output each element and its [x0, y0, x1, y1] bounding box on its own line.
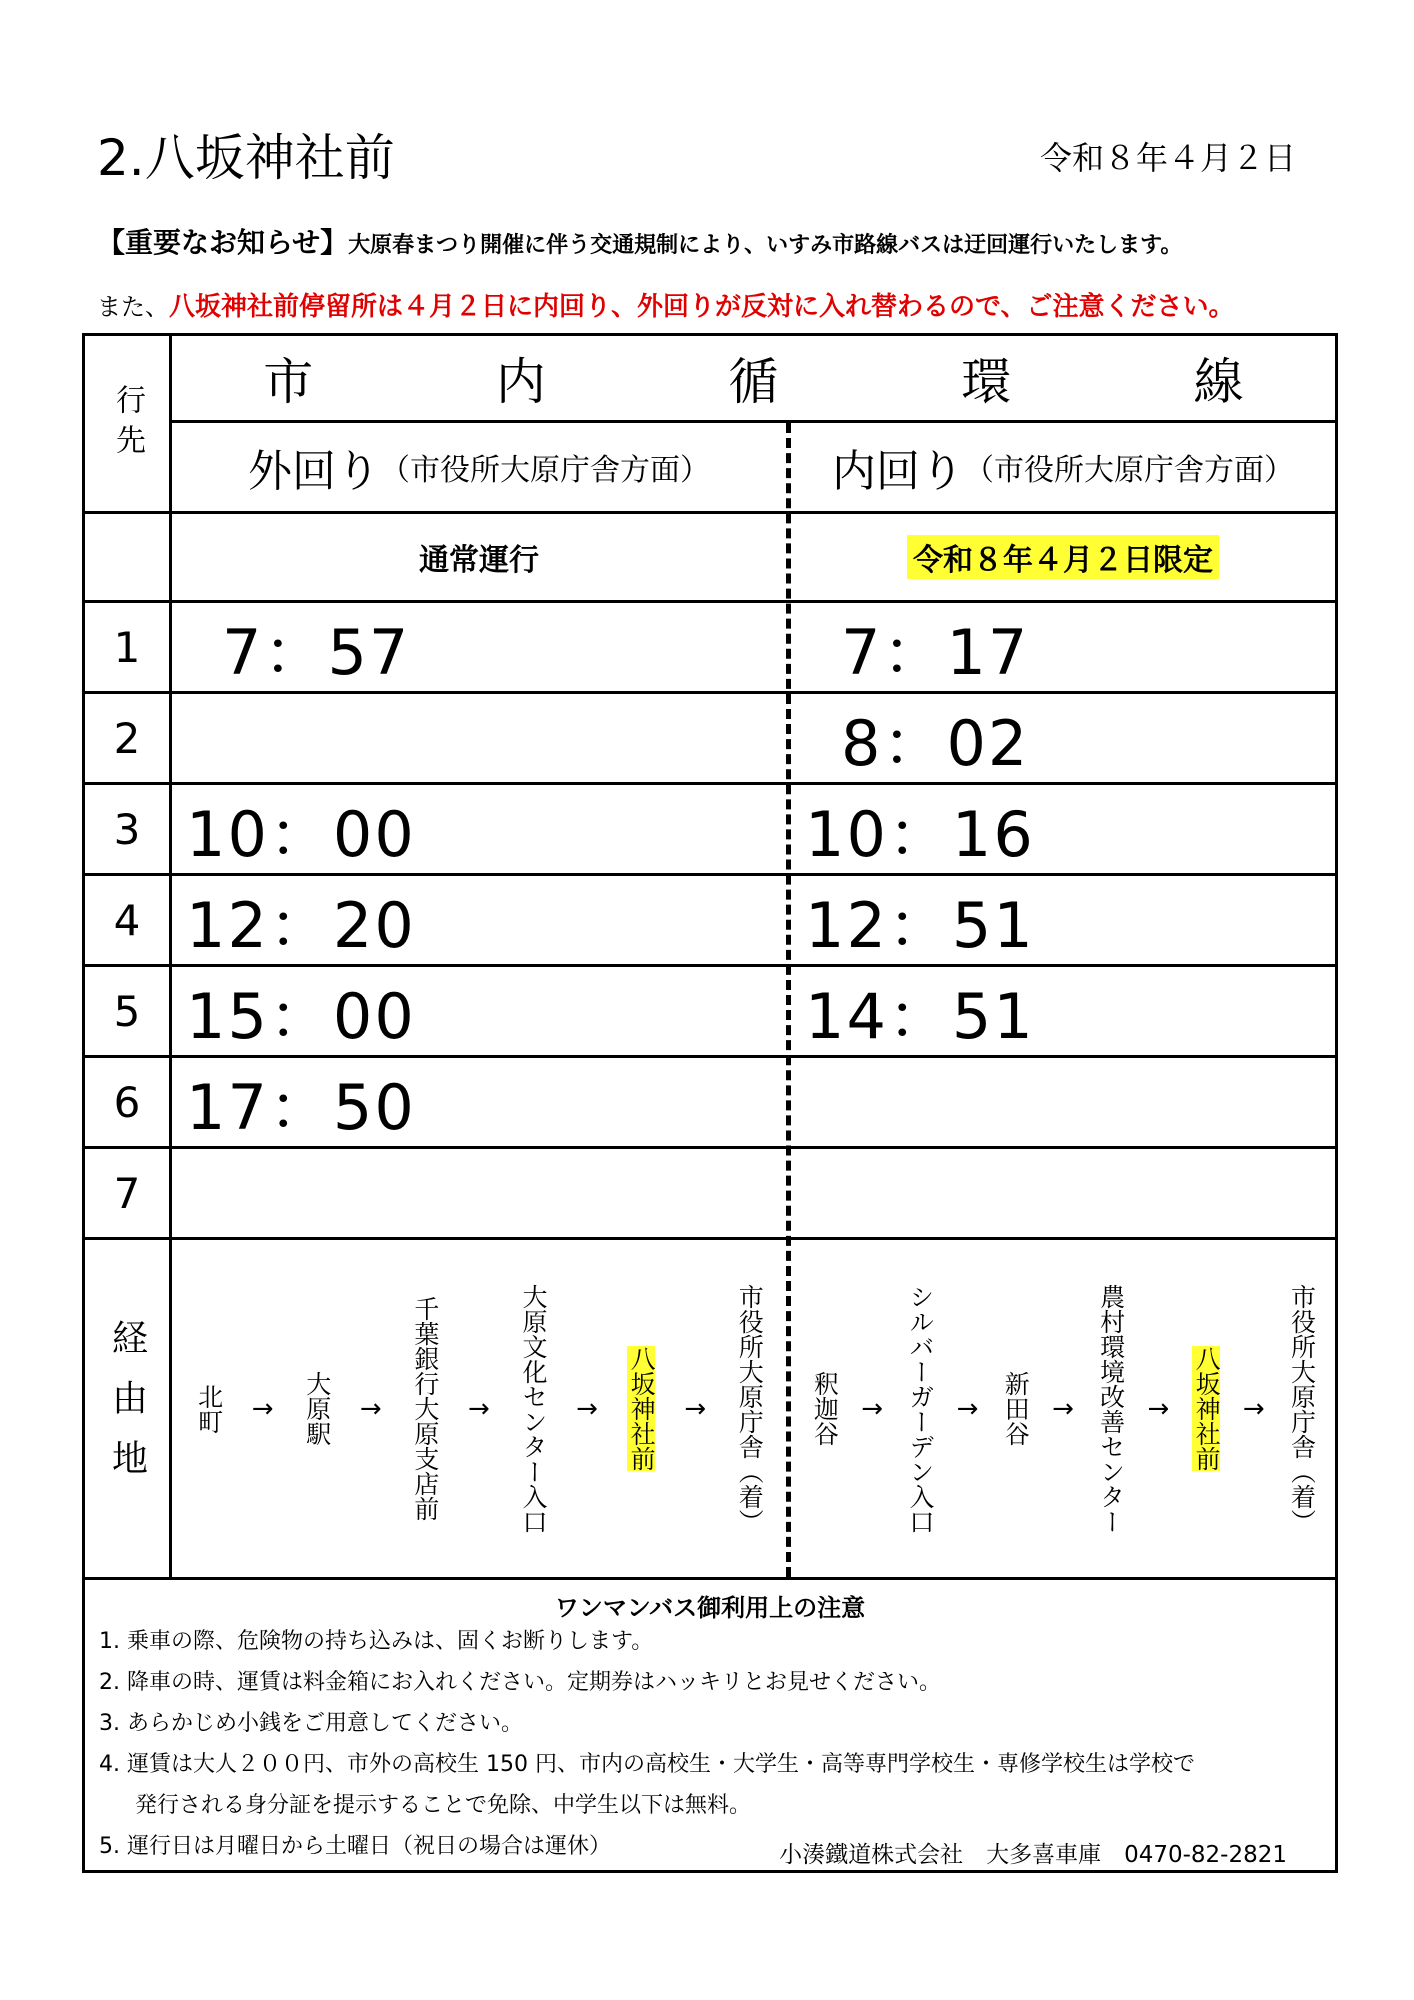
arrow-right-icon: →	[1052, 1393, 1074, 1424]
timetable	[82, 333, 1338, 1873]
via-stop: 市役所大原庁舎（着）	[1287, 1283, 1317, 1534]
inner-operation	[791, 514, 1335, 600]
note-item: 4. 運賃は大人２００円、市外の高校生 150 円、市内の高校生・大学生・高等専門学校生・専修学校生は学校で	[99, 1752, 1195, 1777]
inner-time: 7：17	[841, 615, 1030, 689]
row-number: 7	[113, 1168, 141, 1218]
note-item: 1. 乗車の際、危険物の持ち込みは、固くお断りします。	[99, 1629, 654, 1654]
arrow-right-icon: →	[251, 1393, 274, 1424]
destination-label: 行先	[110, 383, 145, 464]
outer-time: 7：57	[222, 615, 411, 689]
via-stop-highlighted: 八坂神社前	[627, 1346, 657, 1471]
via-stop: 新田谷	[1001, 1371, 1031, 1446]
note-item: 3. あらかじめ小銭をご用意してください。	[99, 1711, 523, 1736]
notes-title: ワンマンバス御利用上の注意	[554, 1594, 866, 1622]
via-label: 経由地	[106, 1318, 148, 1499]
arrow-right-icon: →	[359, 1393, 382, 1424]
inner-time: 12：51	[805, 888, 1035, 962]
via-stop: 釈迦谷	[810, 1371, 840, 1446]
route-title-char: 環	[961, 353, 1012, 411]
arrow-right-icon: →	[956, 1393, 979, 1424]
inner-time	[791, 1058, 1335, 1146]
arrow-right-icon: →	[576, 1393, 598, 1424]
outer-via	[172, 1240, 786, 1577]
row-number: 2	[113, 713, 141, 763]
notice-text: 大原春まつり開催に伴う交通規制により、いすみ市路線バスは迂回運行いたします。	[348, 233, 1183, 258]
outer-time: 12：20	[186, 888, 416, 962]
inner-time: 10：16	[805, 797, 1035, 871]
outer-label: 外回り	[248, 446, 380, 497]
row-number: 1	[113, 622, 141, 672]
via-stop: 市役所大原庁舎（着）	[735, 1283, 765, 1534]
arrow-right-icon: →	[1242, 1393, 1265, 1424]
note-item: 2. 降車の時、運賃は料金箱にお入れください。定期券はハッキリとお見せください。	[99, 1670, 941, 1695]
inner-via	[791, 1240, 1335, 1577]
company-info: 小湊鐵道株式会社 大多喜車庫 0470-82-2821	[779, 1842, 1287, 1868]
row-number: 3	[113, 804, 141, 854]
issue-date: 令和８年４月２日	[1039, 139, 1296, 177]
route-title-char: 市	[263, 353, 314, 411]
via-stop: シルバーガーデン入口	[905, 1283, 935, 1534]
inner-direction	[791, 423, 1335, 511]
via-stop: 北町	[194, 1383, 224, 1434]
notice-line2	[97, 290, 1234, 324]
route-title-char: 内	[495, 353, 546, 411]
note-item: 5. 運行日は月曜日から土曜日（祝日の場合は運休）	[99, 1834, 611, 1859]
arrow-right-icon: →	[861, 1393, 884, 1424]
via-stop: 大原文化センター入口	[519, 1283, 548, 1534]
via-stop: 大原駅	[302, 1371, 332, 1446]
notice-lead: 【重要なお知らせ】	[97, 226, 349, 259]
via-stop: 千葉銀行大原支店前	[410, 1296, 440, 1521]
notice-line2-prefix: また、	[97, 293, 169, 321]
route-title	[172, 336, 1335, 420]
outer-time: 17：50	[186, 1070, 416, 1144]
note-item: 発行される身分証を提示することで免除、中学生以下は無料。	[135, 1793, 752, 1818]
arrow-right-icon: →	[1147, 1393, 1170, 1424]
row-number: 5	[113, 986, 141, 1036]
notice-line2-red: 八坂神社前停留所は４月２日に内回り、外回りが反対に入れ替わるので、ご注意ください。	[169, 292, 1235, 322]
outer-operation: 通常運行	[419, 543, 539, 578]
row-number: 6	[113, 1077, 141, 1127]
outer-time: 15：00	[186, 979, 416, 1053]
inner-label: 内回り	[832, 446, 964, 497]
outer-direction	[172, 423, 786, 511]
inner-sub: （市役所大原庁舎方面）	[964, 453, 1294, 488]
inner-time: 14：51	[805, 979, 1035, 1053]
important-notice	[97, 226, 1182, 263]
outer-sub: （市役所大原庁舎方面）	[380, 453, 710, 488]
outer-time: 10：00	[186, 797, 416, 871]
inner-time	[791, 1149, 1335, 1237]
route-title-char: 線	[1193, 353, 1244, 411]
arrow-right-icon: →	[684, 1393, 707, 1424]
inner-operation-label: 令和８年４月２日限定	[907, 535, 1219, 579]
page-title: 2.八坂神社前	[97, 129, 395, 187]
row-number: 4	[113, 895, 141, 945]
arrow-right-icon: →	[468, 1393, 490, 1424]
inner-time: 8：02	[841, 706, 1030, 780]
outer-time	[172, 694, 786, 782]
route-title-char: 循	[728, 353, 779, 411]
outer-time	[172, 1149, 786, 1237]
via-stop: 農村環境改善センター	[1096, 1283, 1126, 1534]
via-stop-highlighted: 八坂神社前	[1192, 1346, 1222, 1471]
